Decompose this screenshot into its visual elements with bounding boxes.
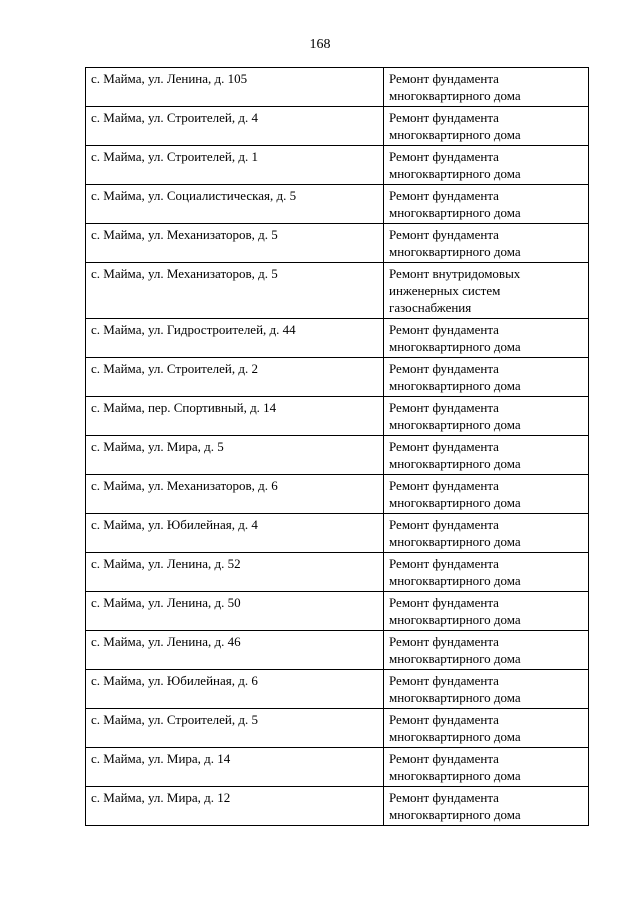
repair-list-table [85,67,589,826]
work-type-cell: Ремонт фундамента многоквартирного дома [384,670,589,709]
table-row [86,475,589,514]
table-row [86,224,589,263]
page-number: 168 [309,37,331,52]
work-type-cell: Ремонт фундамента многоквартирного дома [384,709,589,748]
address-cell: с. Майма, ул. Строителей, д. 1 [86,146,384,185]
address-cell: с. Майма, ул. Мира, д. 12 [86,787,384,826]
work-type-cell: Ремонт внутридомовых инженерных систем газоснабжения [384,263,589,319]
work-type-cell: Ремонт фундамента многоквартирного дома [384,787,589,826]
table-row [86,146,589,185]
work-type-cell: Ремонт фундамента многоквартирного дома [384,436,589,475]
work-type-cell: Ремонт фундамента многоквартирного дома [384,185,589,224]
table-row [86,670,589,709]
work-type-cell: Ремонт фундамента многоквартирного дома [384,68,589,107]
address-cell: с. Майма, ул. Строителей, д. 2 [86,358,384,397]
work-type-cell: Ремонт фундамента многоквартирного дома [384,748,589,787]
table-row [86,709,589,748]
table-row [86,787,589,826]
table-row [86,185,589,224]
repair-list-body [86,68,589,826]
address-cell: с. Майма, ул. Социалистическая, д. 5 [86,185,384,224]
work-type-cell: Ремонт фундамента многоквартирного дома [384,397,589,436]
address-cell: с. Майма, ул. Ленина, д. 105 [86,68,384,107]
address-cell: с. Майма, ул. Гидростроителей, д. 44 [86,319,384,358]
table-row [86,68,589,107]
address-cell: с. Майма, ул. Ленина, д. 46 [86,631,384,670]
table-row [86,553,589,592]
table-row [86,514,589,553]
address-cell: с. Майма, ул. Ленина, д. 50 [86,592,384,631]
work-type-cell: Ремонт фундамента многоквартирного дома [384,358,589,397]
address-cell: с. Майма, ул. Строителей, д. 4 [86,107,384,146]
work-type-cell: Ремонт фундамента многоквартирного дома [384,631,589,670]
table-row [86,748,589,787]
address-cell: с. Майма, ул. Механизаторов, д. 5 [86,224,384,263]
work-type-cell: Ремонт фундамента многоквартирного дома [384,514,589,553]
address-cell: с. Майма, ул. Строителей, д. 5 [86,709,384,748]
table-row [86,592,589,631]
address-cell: с. Майма, ул. Мира, д. 14 [86,748,384,787]
address-cell: с. Майма, ул. Ленина, д. 52 [86,553,384,592]
work-type-cell: Ремонт фундамента многоквартирного дома [384,553,589,592]
work-type-cell: Ремонт фундамента многоквартирного дома [384,319,589,358]
work-type-cell: Ремонт фундамента многоквартирного дома [384,224,589,263]
table-row [86,107,589,146]
table-row [86,319,589,358]
work-type-cell: Ремонт фундамента многоквартирного дома [384,475,589,514]
address-cell: с. Майма, пер. Спортивный, д. 14 [86,397,384,436]
table-row [86,263,589,319]
work-type-cell: Ремонт фундамента многоквартирного дома [384,592,589,631]
address-cell: с. Майма, ул. Механизаторов, д. 6 [86,475,384,514]
table-row [86,631,589,670]
address-cell: с. Майма, ул. Юбилейная, д. 4 [86,514,384,553]
address-cell: с. Майма, ул. Юбилейная, д. 6 [86,670,384,709]
address-cell: с. Майма, ул. Механизаторов, д. 5 [86,263,384,319]
table-row [86,397,589,436]
table-row [86,358,589,397]
work-type-cell: Ремонт фундамента многоквартирного дома [384,146,589,185]
table-row [86,436,589,475]
address-cell: с. Майма, ул. Мира, д. 5 [86,436,384,475]
work-type-cell: Ремонт фундамента многоквартирного дома [384,107,589,146]
